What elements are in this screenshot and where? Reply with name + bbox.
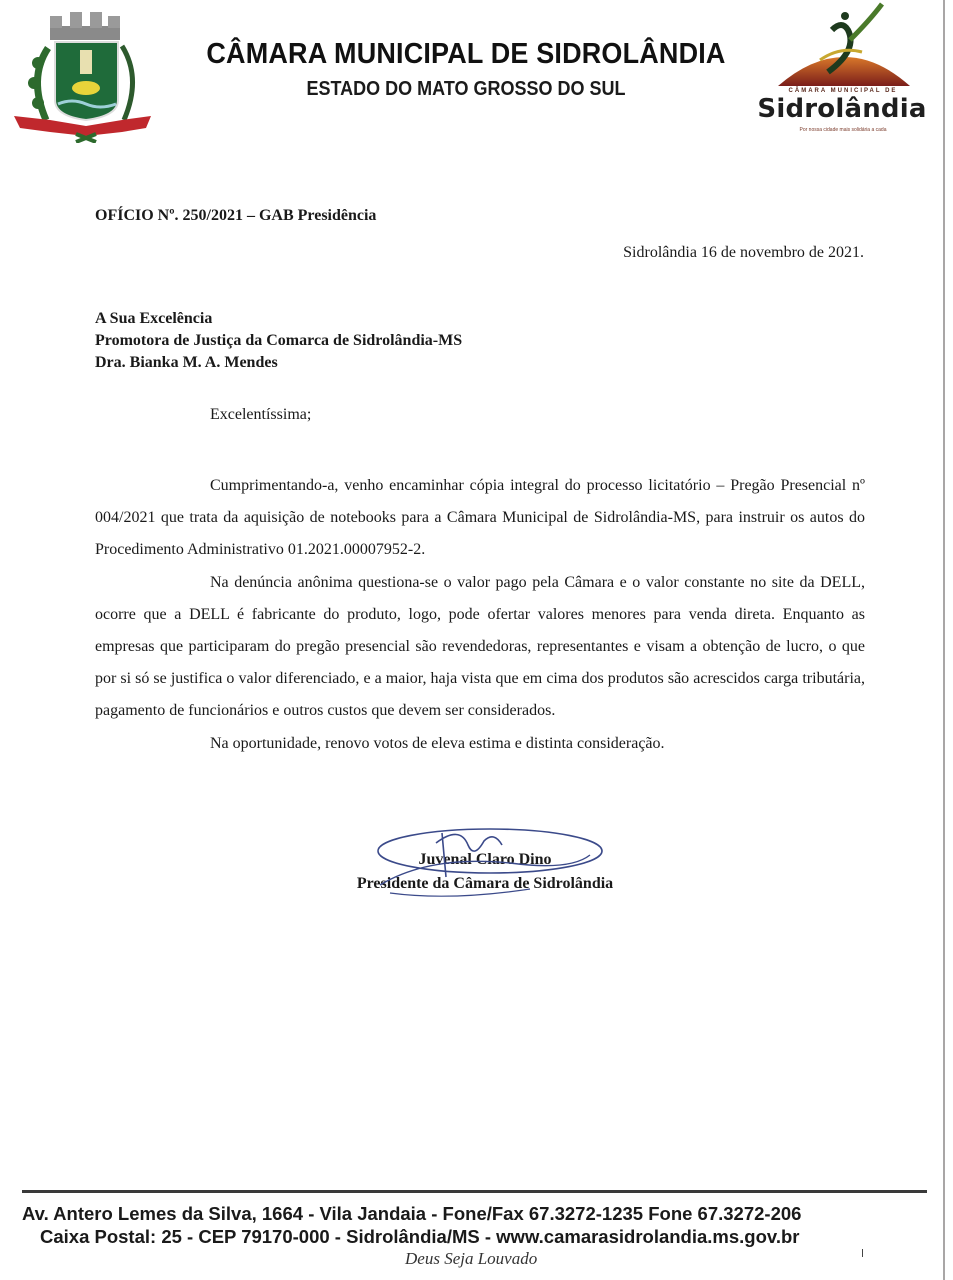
- letter-body: [95, 470, 865, 760]
- logo-name: Sidrolândia: [757, 94, 927, 124]
- page-edge: [943, 0, 945, 1280]
- institution-subtitle: ESTADO DO MATO GROSSO DO SUL: [306, 78, 626, 100]
- signatory-name: Juvenal Claro Dino: [418, 851, 552, 868]
- letter-date: Sidrolândia 16 de novembro de 2021.: [623, 244, 864, 261]
- addressee-line: Promotora de Justiça da Comarca de Sidrolândia-MS: [95, 332, 463, 349]
- addressee-block: [95, 308, 462, 374]
- crest-right-branch: [122, 46, 133, 120]
- addressee-line: A Sua Excelência: [95, 310, 213, 327]
- body-paragraph: Na denúncia anônima questiona-se o valor pago pela Câmara e o valor constante no site da DELL, ocorre que a DELL é fabricante do produto, logo, pode ofertar valores menores para venda direta. Enquanto as empresas que participaram do pregão presencial são revendedoras, representantes e visam a obtenção de lucro, o que por si só se justifica o valor diferenciado, e a maior, haja vista que em cima dos produtos são acrescidos carga tributária, pagamento de funcionários e outros custos que devem ser considerados.: [95, 573, 865, 720]
- body-paragraph: Na oportunidade, renovo votos de eleva estima e distinta consideração.: [210, 734, 665, 752]
- municipal-coat-of-arms-icon: [10, 8, 155, 143]
- institution-title: CÂMARA MUNICIPAL DE SIDROLÂNDIA: [206, 38, 726, 70]
- footer-divider: [22, 1190, 927, 1193]
- camara-sidrolandia-logo: [750, 0, 935, 140]
- logo-figure-head: [841, 12, 849, 20]
- signatory-title: Presidente da Câmara de Sidrolândia: [356, 875, 614, 892]
- crest-tower: [80, 50, 92, 74]
- handwritten-signature-icon: [370, 815, 610, 905]
- logo-tagline: Por nossa cidade mais solidária a cada: [799, 127, 887, 133]
- body-paragraph: Cumprimentando-a, venho encaminhar cópia integral do processo licitatório – Pregão Presencial nº 004/2021 que trata da aquisição de notebooks para a Câmara Municipal de Sidrolândia-MS, para instruir os autos do Procedimento Administrativo 01.2021.00007952-2.: [95, 477, 865, 559]
- camara-sidrolandia-logo-icon: [750, 0, 935, 92]
- footer-postal: Caixa Postal: 25 - CEP 79170-000 - Sidrolândia/MS - www.camarasidrolandia.ms.gov.br: [40, 1226, 800, 1247]
- crest-ox: [72, 81, 100, 95]
- footer-motto: Deus Seja Louvado: [405, 1249, 538, 1268]
- salutation: Excelentíssima;: [210, 406, 312, 423]
- logo-small-text: CÂMARA MUNICIPAL DE: [788, 88, 898, 94]
- logo-figure-arm: [850, 4, 882, 40]
- oficio-reference: OFÍCIO Nº. 250/2021 – GAB Presidência: [95, 207, 377, 224]
- footer-address: Av. Antero Lemes da Silva, 1664 - Vila Jandaia - Fone/Fax 67.3272-1235 Fone 67.3272-206: [22, 1203, 802, 1224]
- footer-mark: [862, 1249, 863, 1257]
- crest-crown: [50, 12, 120, 40]
- addressee-line: Dra. Bianka M. A. Mendes: [95, 354, 278, 371]
